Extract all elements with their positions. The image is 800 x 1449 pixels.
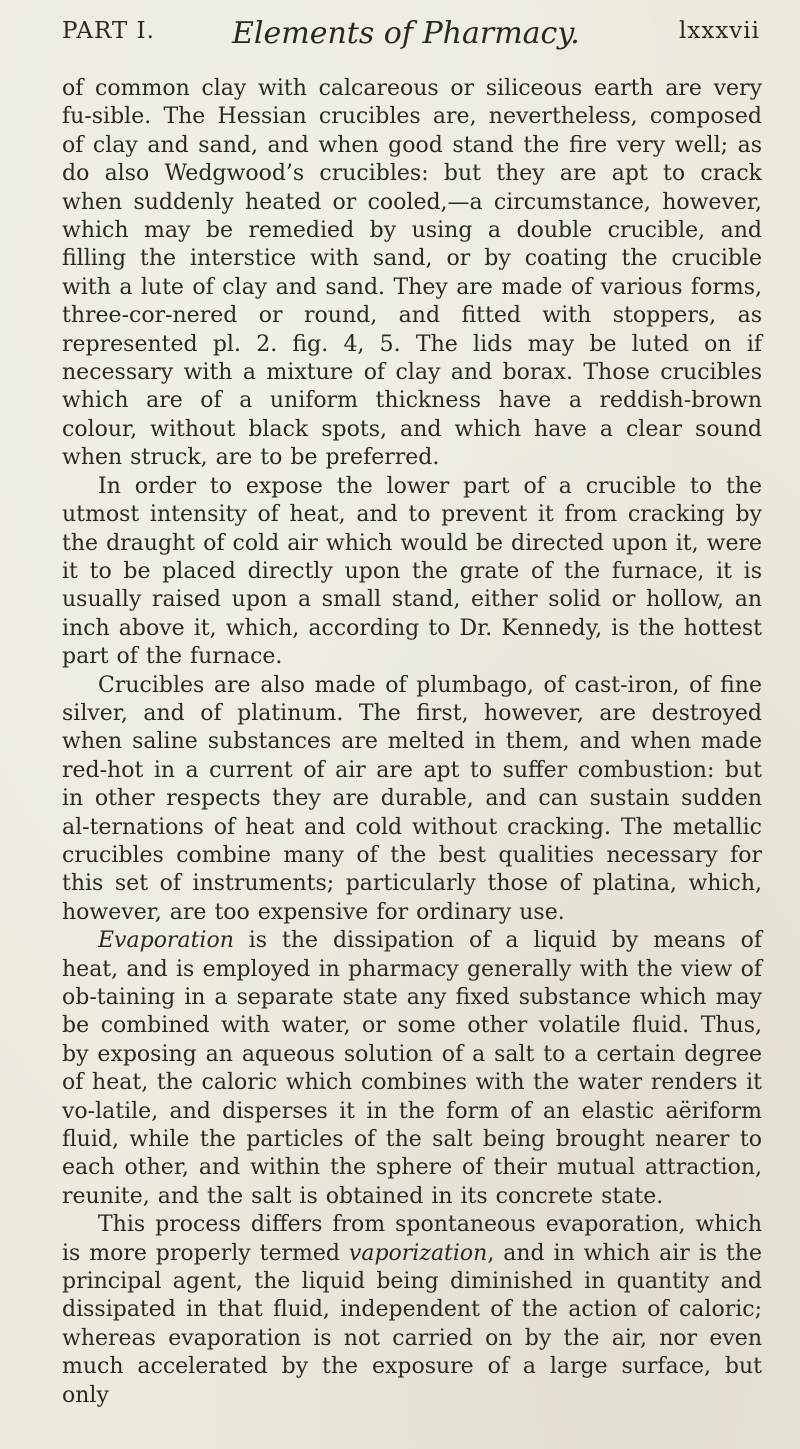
running-title: Elements of Pharmacy. [232, 16, 580, 51]
vaporization-text-before: This process differs from spontaneous evaporation, which is more properly termed [62, 1212, 762, 1266]
body-text [62, 75, 762, 1410]
paragraph-crucible-metals: Crucibles are also made of plumbago, of cast-iron, of fine silver, and of platinum. The first, however, are destroyed when saline substances are melted in them, and when made red-hot in a current of air are apt to suffer combustion: but in other respects they are durable, and can sustain sudden al-ternations of heat and cold without cracking. The metallic crucibles combine many of the best qualities necessary for this set of instruments; particularly those of platina, which, however, are too expensive for ordinary use. [62, 672, 762, 925]
paragraph-evaporation [62, 927, 762, 1211]
part-label: PART I. [62, 18, 155, 44]
paragraph-crucible-stand: In order to expose the lower part of a crucible to the utmost intensity of heat, and to prevent it from cracking by the draught of cold air which would be directed upon it, were it to be placed directly upon the grate of the furnace, it is usually raised upon a small stand, either solid or hollow, an inch above it, which, according to Dr. Kennedy, is the hottest part of the furnace. [62, 473, 762, 670]
vaporization-text-after: , and in which air is the principal agent, the liquid being diminished in quantity and dissipated in that fluid, independent of the action of caloric; whereas evaporation is not carried on by the air, nor even much accelerated by the exposure of a large surface, but only [62, 1240, 762, 1408]
term-vaporization: vaporization [348, 1240, 488, 1266]
paragraph-vaporization [62, 1211, 762, 1410]
evaporation-definition: is the dissipation of a liquid by means of heat, and is employed in pharmacy generally with the view of ob-taining in a separate state any fixed substance which may be combined with water, or some other volatile fluid. Thus, by exposing an aqueous solution of a salt to a certain degree of heat, the caloric which combines with the water renders it vo-latile, and disperses it in the form of an elastic aëriform fluid, while the particles of the salt being brought nearer to each other, and within the sphere of their mutual attraction, reunite, and the salt is obtained in its concrete state. [62, 928, 762, 1209]
term-evaporation: Evaporation [98, 928, 234, 954]
paragraph-crucible-materials: of common clay with calcareous or siliceous earth are very fu-sible. The Hessian crucibles are, nevertheless, composed of clay and sand, and when good stand the fire very well; as do also Wedgwood’s crucibles: but they are apt to crack when suddenly heated or cooled,—a circumstance, however, which may be remedied by using a double crucible, and filling the interstice with sand, or by coating the crucible with a lute of clay and sand. They are made of various forms, three-cor-nered or round, and fitted with stoppers, as represented pl. 2. fig. 4, 5. The lids may be luted on if necessary with a mixture of clay and borax. Those crucibles which are of a uniform thickness have a reddish-brown colour, without black spots, and which have a clear sound when struck, are to be preferred. [62, 76, 762, 471]
page-number: lxxxvii [679, 18, 760, 44]
running-header [62, 18, 760, 58]
